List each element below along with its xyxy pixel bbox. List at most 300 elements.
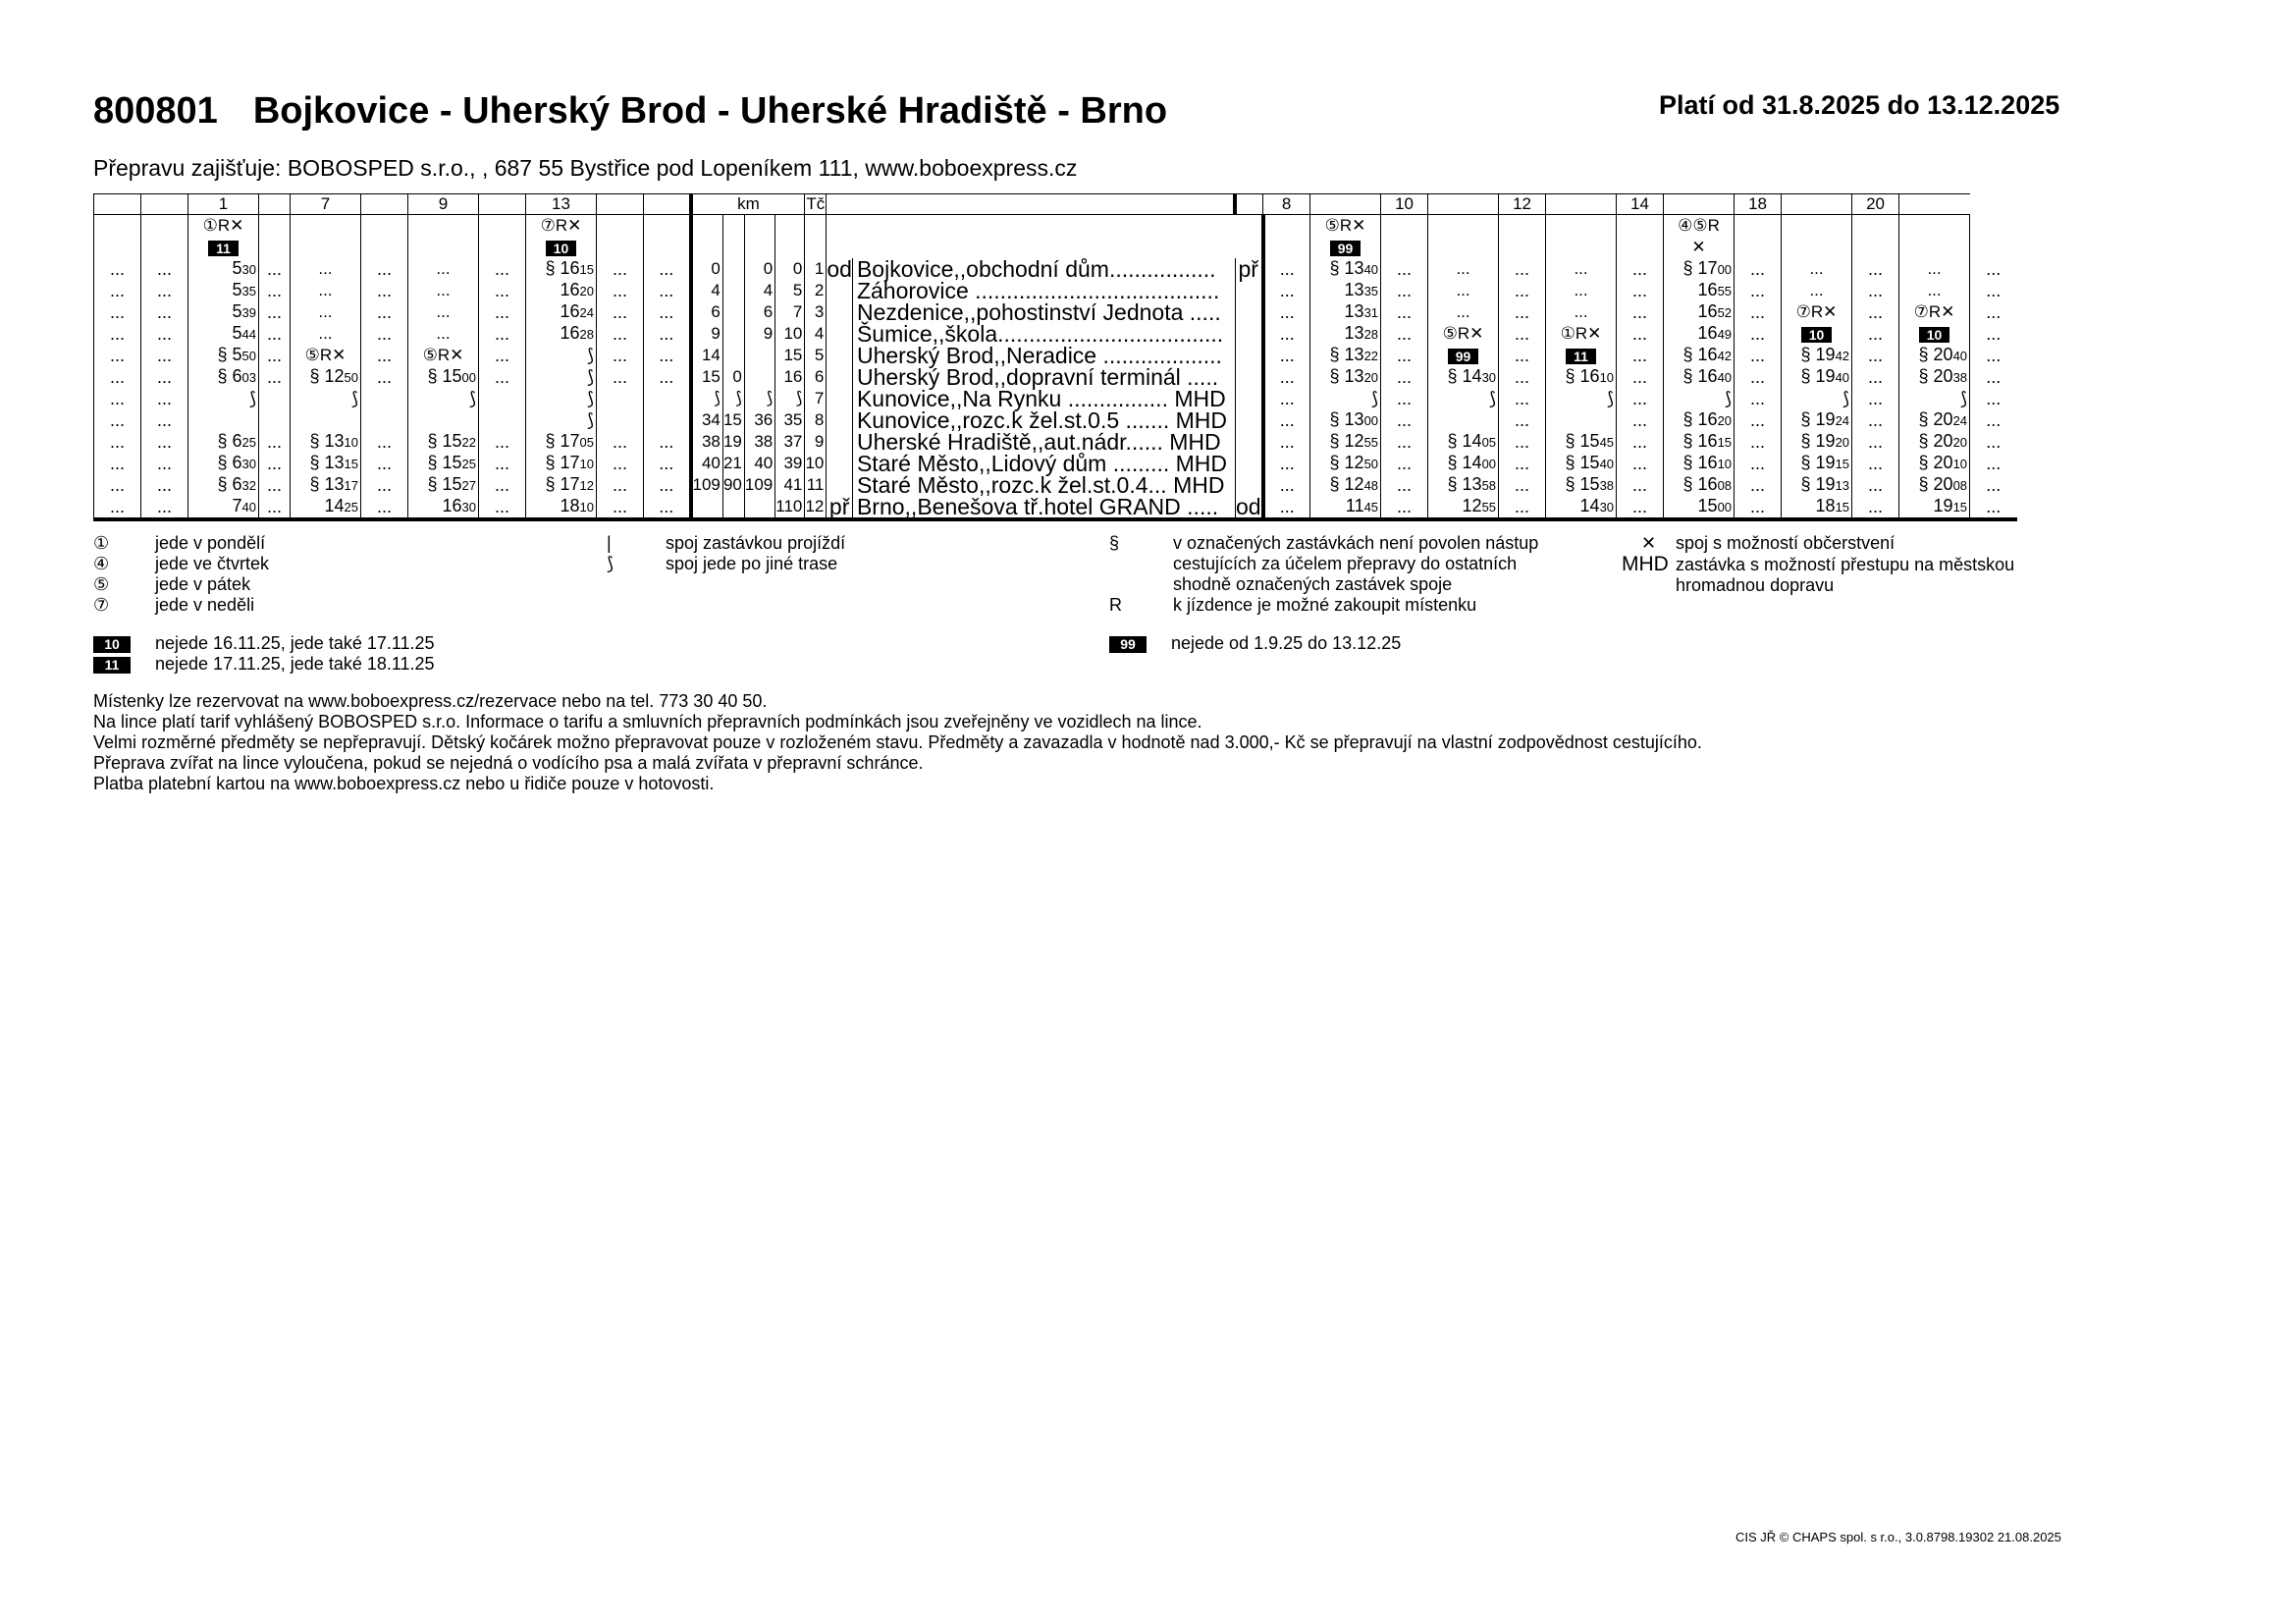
dots-cell: ...: [1381, 345, 1428, 366]
dots-cell: ...: [1617, 258, 1664, 280]
trip-code: [1499, 237, 1546, 258]
dots-cell: ...: [259, 258, 291, 280]
legend-text: cestujících za účelem přepravy do ostatních: [1173, 554, 1518, 573]
dots-cell: ...: [94, 323, 141, 345]
trip-code: [1852, 237, 1899, 258]
dots-cell: ...: [1499, 258, 1546, 280]
dots-cell: ...: [94, 258, 141, 280]
time-cell: § 630: [188, 453, 259, 474]
dots-cell: ...: [1381, 453, 1428, 474]
trip-code: [291, 237, 361, 258]
legend-text: spoj zastávkou projíždí: [666, 533, 846, 553]
time-cell: § 1615: [1664, 431, 1735, 453]
time-cell: 1145: [1310, 496, 1381, 519]
trip-code: [1899, 237, 1970, 258]
dots-cell: ...: [1970, 280, 2017, 301]
dots-cell: ...: [1499, 496, 1546, 519]
dots-cell: ...: [1617, 301, 1664, 323]
dots-cell: ...: [1617, 345, 1664, 366]
dots-cell: ...: [94, 496, 141, 519]
legend-badges-left: [93, 633, 435, 675]
time-cell: § 1538: [1546, 474, 1617, 496]
km-cell: 16: [775, 366, 805, 388]
time-cell: § 1620: [1664, 409, 1735, 431]
dots-cell: ...: [259, 280, 291, 301]
km-cell: 19: [722, 431, 744, 453]
trip-code: [1782, 215, 1852, 238]
time-cell: § 1915: [1782, 453, 1852, 474]
direction-mark: [827, 453, 853, 474]
line-number: 800801: [93, 90, 218, 132]
dots-cell: ...: [361, 301, 408, 323]
legend-days: [93, 533, 269, 616]
trip-number: 1: [188, 194, 259, 215]
station-cell: [827, 215, 1263, 238]
direction-mark: [1235, 280, 1262, 301]
time-cell: [188, 237, 259, 258]
time-cell: § 2040: [1899, 345, 1970, 366]
trip-number: [1664, 194, 1735, 215]
trip-number: 8: [1263, 194, 1310, 215]
km-cell: [722, 323, 744, 345]
km-cell: 0: [691, 258, 723, 280]
validity-text: Platí od 31.8.2025 do 13.12.2025: [1659, 90, 2060, 120]
dots-cell: ...: [1263, 323, 1310, 345]
km-cell: 109: [744, 474, 774, 496]
dots-cell: ...: [1263, 258, 1310, 280]
dots-cell: ...: [361, 258, 408, 280]
dots-cell: ...: [597, 280, 644, 301]
trip-code: [259, 215, 291, 238]
time-cell: § 1358: [1428, 474, 1499, 496]
dots-cell: ...: [1381, 258, 1428, 280]
trip-number: [1428, 194, 1499, 215]
tc-cell: 8: [805, 409, 827, 431]
trip-code: [1499, 215, 1546, 238]
legend-text: jede ve čtvrtek: [155, 554, 270, 573]
time-cell: [1899, 323, 1970, 345]
km-cell: [722, 345, 744, 366]
dots-cell: ...: [479, 431, 526, 453]
footer-credit: CIS JŘ © CHAPS spol. s r.o., 3.0.8798.19302 21.08.2025: [1735, 1530, 2061, 1544]
km-cell: 10: [775, 323, 805, 345]
dots-cell: ...: [94, 474, 141, 496]
time-cell: § 1315: [291, 453, 361, 474]
note-line: Velmi rozměrné předměty se nepřepravují. Dětský kočárek možno přepravovat pouze v rozloženém stavu. Předměty a zavazadla v hodnotě nad 3.000,- Kč se přepravují na vlastní zodpovědnost cestujícího.: [93, 732, 1702, 752]
dots-cell: ...: [1970, 453, 2017, 474]
tc-cell: 3: [805, 301, 827, 323]
time-cell: ⟆: [1428, 388, 1499, 409]
km-cell: [744, 366, 774, 388]
km-cell: 34: [691, 409, 723, 431]
trip-number: [361, 194, 408, 215]
legend-text: jede v pondělí: [155, 533, 266, 553]
legend-text: jede v neděli: [155, 595, 255, 615]
dots-cell: ...: [1381, 474, 1428, 496]
dots-cell: ...: [1970, 258, 2017, 280]
legend-pass: [607, 533, 845, 574]
time-cell: 1255: [1428, 496, 1499, 519]
time-cell: 1652: [1664, 301, 1735, 323]
dots-cell: ...: [1617, 388, 1664, 409]
time-cell: § 625: [188, 431, 259, 453]
time-cell: 1335: [1310, 280, 1381, 301]
km-cell: [744, 215, 774, 238]
station-name: Staré Město,,Lidový dům ......... MHD: [852, 453, 1235, 474]
dots-cell: ...: [1735, 366, 1782, 388]
dots-cell: ...: [141, 258, 188, 280]
dots-cell: ...: [1381, 388, 1428, 409]
km-cell: 6: [691, 301, 723, 323]
dots-cell: ...: [259, 453, 291, 474]
time-cell: 1915: [1899, 496, 1970, 519]
direction-mark: [1235, 323, 1262, 345]
km-cell: 0: [722, 366, 744, 388]
dots-cell: ...: [479, 474, 526, 496]
tc-cell: 9: [805, 431, 827, 453]
time-cell: ①R✕: [1546, 323, 1617, 345]
km-cell: [722, 237, 744, 258]
km-cell: 7: [775, 301, 805, 323]
time-cell: § 1527: [408, 474, 479, 496]
dots-cell: ...: [361, 280, 408, 301]
time-cell: ...: [1782, 280, 1852, 301]
time-cell: § 1310: [291, 431, 361, 453]
legend-text: v označených zastávkách není povolen nástup: [1173, 533, 1539, 553]
km-cell: 15: [691, 366, 723, 388]
badge-11-icon: 11: [1566, 349, 1596, 364]
trip-code: [1899, 215, 1970, 238]
dots-cell: ...: [479, 496, 526, 519]
paragraph-icon: §: [1109, 533, 1120, 553]
direction-mark: př: [1235, 258, 1262, 280]
km-cell: 9: [691, 323, 723, 345]
km-cell: ⟆: [775, 388, 805, 409]
dots-cell: ...: [1735, 323, 1782, 345]
station-name: Kunovice,,Na Rynku ................ MHD: [852, 388, 1235, 409]
dots-cell: ...: [1852, 280, 1899, 301]
badge-10-icon: 10: [1919, 327, 1950, 343]
time-cell: [408, 409, 479, 431]
tc-cell: 12: [805, 496, 827, 519]
dots-cell: ...: [1381, 431, 1428, 453]
km-cell: ⟆: [691, 388, 723, 409]
legend-text: hromadnou dopravu: [1676, 575, 1835, 595]
trip-code: [408, 237, 479, 258]
time-cell: 1815: [1782, 496, 1852, 519]
trip-code: [94, 237, 141, 258]
dots-cell: ...: [1617, 474, 1664, 496]
km-cell: 110: [775, 496, 805, 519]
time-cell: ⟆: [526, 345, 597, 366]
dots-cell: ...: [1735, 258, 1782, 280]
trip-code: [644, 215, 691, 238]
km-cell: 35: [775, 409, 805, 431]
km-cell: 9: [744, 323, 774, 345]
legend-services: [1622, 533, 2014, 596]
trip-code: [597, 237, 644, 258]
time-cell: § 2024: [1899, 409, 1970, 431]
dots-cell: ...: [1852, 366, 1899, 388]
time-cell: ⟆: [1546, 388, 1617, 409]
time-cell: 1649: [1664, 323, 1735, 345]
time-cell: § 1250: [1310, 453, 1381, 474]
km-cell: 109: [691, 474, 723, 496]
direction-mark: [827, 474, 853, 496]
km-cell: 40: [691, 453, 723, 474]
trip-code: [1428, 215, 1499, 238]
tc-cell: 6: [805, 366, 827, 388]
direction-mark: [827, 280, 853, 301]
time-cell: ⑦R✕: [1899, 301, 1970, 323]
trip-number: [597, 194, 644, 215]
time-cell: § 1642: [1664, 345, 1735, 366]
trip-number: [1546, 194, 1617, 215]
dots-cell: ...: [94, 388, 141, 409]
time-cell: 1328: [1310, 323, 1381, 345]
dots-cell: ...: [1852, 431, 1899, 453]
dots-cell: ...: [479, 258, 526, 280]
direction-mark: [1235, 388, 1262, 409]
time-cell: ...: [1428, 301, 1499, 323]
dots-cell: ...: [597, 496, 644, 519]
dots-cell: ...: [644, 496, 691, 519]
trip-number: 9: [408, 194, 479, 215]
time-cell: § 1920: [1782, 431, 1852, 453]
trip-number: [94, 194, 141, 215]
dots-cell: ...: [361, 496, 408, 519]
dots-cell: ...: [1852, 301, 1899, 323]
station-name: Brno,,Benešova tř.hotel GRAND .....: [852, 496, 1235, 519]
legend-text: k jízdence je možné zakoupit místenku: [1173, 595, 1477, 615]
time-cell: § 1545: [1546, 431, 1617, 453]
dots-cell: ...: [479, 453, 526, 474]
km-cell: 0: [744, 258, 774, 280]
km-cell: [691, 215, 723, 238]
time-cell: § 1400: [1428, 453, 1499, 474]
dots-cell: [361, 409, 408, 431]
time-cell: 1810: [526, 496, 597, 519]
time-cell: § 1610: [1546, 366, 1617, 388]
direction-mark: [1235, 453, 1262, 474]
dots-cell: ...: [1852, 388, 1899, 409]
time-cell: § 603: [188, 366, 259, 388]
direction-mark: [1235, 301, 1262, 323]
time-cell: § 1942: [1782, 345, 1852, 366]
trip-number: [644, 194, 691, 215]
time-cell: 544: [188, 323, 259, 345]
badge-99-icon: 99: [1109, 636, 1147, 653]
time-cell: § 1705: [526, 431, 597, 453]
dots-cell: ...: [1852, 258, 1899, 280]
dots-cell: ...: [94, 345, 141, 366]
time-cell: ⟆: [526, 366, 597, 388]
time-cell: § 1317: [291, 474, 361, 496]
km-cell: 38: [691, 431, 723, 453]
time-cell: ...: [291, 258, 361, 280]
time-cell: 539: [188, 301, 259, 323]
trip-number: [1782, 194, 1852, 215]
dots-cell: ...: [94, 301, 141, 323]
direction-mark: [827, 323, 853, 345]
station-cell: [827, 237, 1263, 258]
trip-code: ⑦R✕: [526, 215, 597, 238]
trip-code: [1428, 237, 1499, 258]
direction-mark: [1235, 345, 1262, 366]
time-cell: ⟆: [1664, 388, 1735, 409]
trip-number: 10: [1381, 194, 1428, 215]
time-cell: ⟆: [526, 388, 597, 409]
km-cell: 14: [691, 345, 723, 366]
dots-cell: ...: [141, 388, 188, 409]
legend-text: spoj s možností občerstvení: [1676, 533, 1896, 553]
dots-cell: ...: [1735, 345, 1782, 366]
trip-code: [479, 237, 526, 258]
time-cell: ...: [1546, 280, 1617, 301]
trip-code: [1546, 237, 1617, 258]
time-cell: § 1540: [1546, 453, 1617, 474]
station-name: Šumice,,škola....................................: [852, 323, 1235, 345]
dots-cell: ...: [1381, 496, 1428, 519]
direction-mark: od: [1235, 494, 1261, 519]
dots-cell: ...: [1735, 388, 1782, 409]
direction-mark: [1235, 409, 1262, 431]
dots-cell: ...: [1735, 431, 1782, 453]
line-name: Bojkovice - Uherský Brod - Uherské Hradiště - Brno: [252, 90, 1168, 132]
dots-cell: ...: [259, 366, 291, 388]
km-cell: [744, 496, 774, 519]
legend-text: shodně označených zastávek spoje: [1173, 574, 1453, 594]
dots-cell: ...: [259, 323, 291, 345]
dots-cell: ...: [597, 323, 644, 345]
trip-code: [361, 237, 408, 258]
trip-code: ①R✕: [188, 215, 259, 238]
time-cell: ...: [291, 323, 361, 345]
km-cell: 15: [722, 409, 744, 431]
trip-code: [1263, 215, 1310, 238]
time-cell: § 1322: [1310, 345, 1381, 366]
km-cell: 36: [744, 409, 774, 431]
time-cell: 1620: [526, 280, 597, 301]
trip-code: [1970, 215, 2017, 238]
station-name: Uherský Brod,,Neradice ...................: [852, 345, 1235, 366]
dots-cell: ...: [644, 280, 691, 301]
dots-cell: ...: [1970, 323, 2017, 345]
time-cell: § 2010: [1899, 453, 1970, 474]
dots-cell: ...: [1970, 388, 2017, 409]
trip-code: [94, 215, 141, 238]
time-cell: [1428, 345, 1499, 366]
dots-cell: ...: [361, 453, 408, 474]
time-cell: § 1913: [1782, 474, 1852, 496]
dots-cell: ...: [361, 366, 408, 388]
dots-cell: ...: [1381, 409, 1428, 431]
km-cell: 39: [775, 453, 805, 474]
time-cell: § 1615: [526, 258, 597, 280]
time-cell: § 1940: [1782, 366, 1852, 388]
trip-code: [479, 215, 526, 238]
time-cell: [1546, 345, 1617, 366]
trip-code: [361, 215, 408, 238]
time-cell: ⟆: [408, 388, 479, 409]
trip-code: [597, 215, 644, 238]
time-cell: ⑤R✕: [408, 345, 479, 366]
trip-code: [1782, 237, 1852, 258]
dots-cell: ...: [644, 345, 691, 366]
km-cell: [744, 345, 774, 366]
dots-cell: ...: [259, 496, 291, 519]
legend-text: nejede 17.11.25, jede také 18.11.25: [155, 654, 435, 674]
dots-cell: [259, 409, 291, 431]
time-cell: ...: [291, 301, 361, 323]
time-cell: [1428, 409, 1499, 431]
dots-cell: ...: [1617, 366, 1664, 388]
tc-cell: 11: [805, 474, 827, 496]
km-cell: 21: [722, 453, 744, 474]
dots-cell: ...: [1263, 496, 1310, 519]
dots-cell: ...: [1852, 323, 1899, 345]
dots-cell: ...: [1735, 453, 1782, 474]
note-line: Přeprava zvířat na lince vyloučena, pokud se nejedná o vodícího psa a malá zvířata v přepravní schránce.: [93, 753, 924, 773]
trip-number: 7: [291, 194, 361, 215]
time-cell: § 1320: [1310, 366, 1381, 388]
dots-cell: ...: [1499, 474, 1546, 496]
dots-cell: ...: [644, 453, 691, 474]
direction-mark: [1235, 474, 1262, 496]
station-name: Bojkovice,,obchodní dům.................: [852, 258, 1235, 280]
refreshment-icon: ✕: [1640, 533, 1657, 553]
station-name: Staré Město,,rozc.k žel.st.0.4... MHD: [852, 474, 1235, 496]
km-cell: 4: [691, 280, 723, 301]
time-cell: ⟆: [188, 388, 259, 409]
dots-cell: ...: [141, 431, 188, 453]
time-cell: § 632: [188, 474, 259, 496]
time-cell: § 1522: [408, 431, 479, 453]
station-name: Uherské Hradiště,,aut.nádr...... MHD: [852, 431, 1235, 453]
direction-mark: [827, 345, 853, 366]
station-name: Uherský Brod,,dopravní terminál .....: [852, 366, 1235, 388]
time-cell: ...: [1546, 301, 1617, 323]
direction-mark: [827, 431, 853, 453]
legend-text: jede v pátek: [155, 574, 251, 594]
direction-mark: [1235, 366, 1262, 388]
time-cell: § 1405: [1428, 431, 1499, 453]
time-cell: 740: [188, 496, 259, 519]
dots-cell: ...: [479, 323, 526, 345]
dots-cell: ...: [597, 345, 644, 366]
dots-cell: ...: [1263, 388, 1310, 409]
reservation-icon: R: [1109, 595, 1122, 615]
dots-cell: [479, 388, 526, 409]
dots-cell: [597, 409, 644, 431]
dots-cell: ...: [479, 345, 526, 366]
dots-cell: ...: [1499, 366, 1546, 388]
dots-cell: ...: [1617, 323, 1664, 345]
time-cell: ⟆: [1782, 388, 1852, 409]
dots-cell: ...: [1617, 453, 1664, 474]
dots-cell: ...: [1970, 345, 2017, 366]
dots-cell: ...: [1263, 301, 1310, 323]
legend-text: zastávka s možností přestupu na městskou: [1676, 555, 2015, 574]
dots-cell: ...: [1263, 366, 1310, 388]
trip-code: [1852, 215, 1899, 238]
km-cell: ⟆: [744, 388, 774, 409]
km-cell: 4: [744, 280, 774, 301]
tc-cell: 7: [805, 388, 827, 409]
legend-text: nejede 16.11.25, jede také 17.11.25: [155, 633, 435, 653]
timetable: [93, 193, 2017, 521]
time-cell: [188, 409, 259, 431]
